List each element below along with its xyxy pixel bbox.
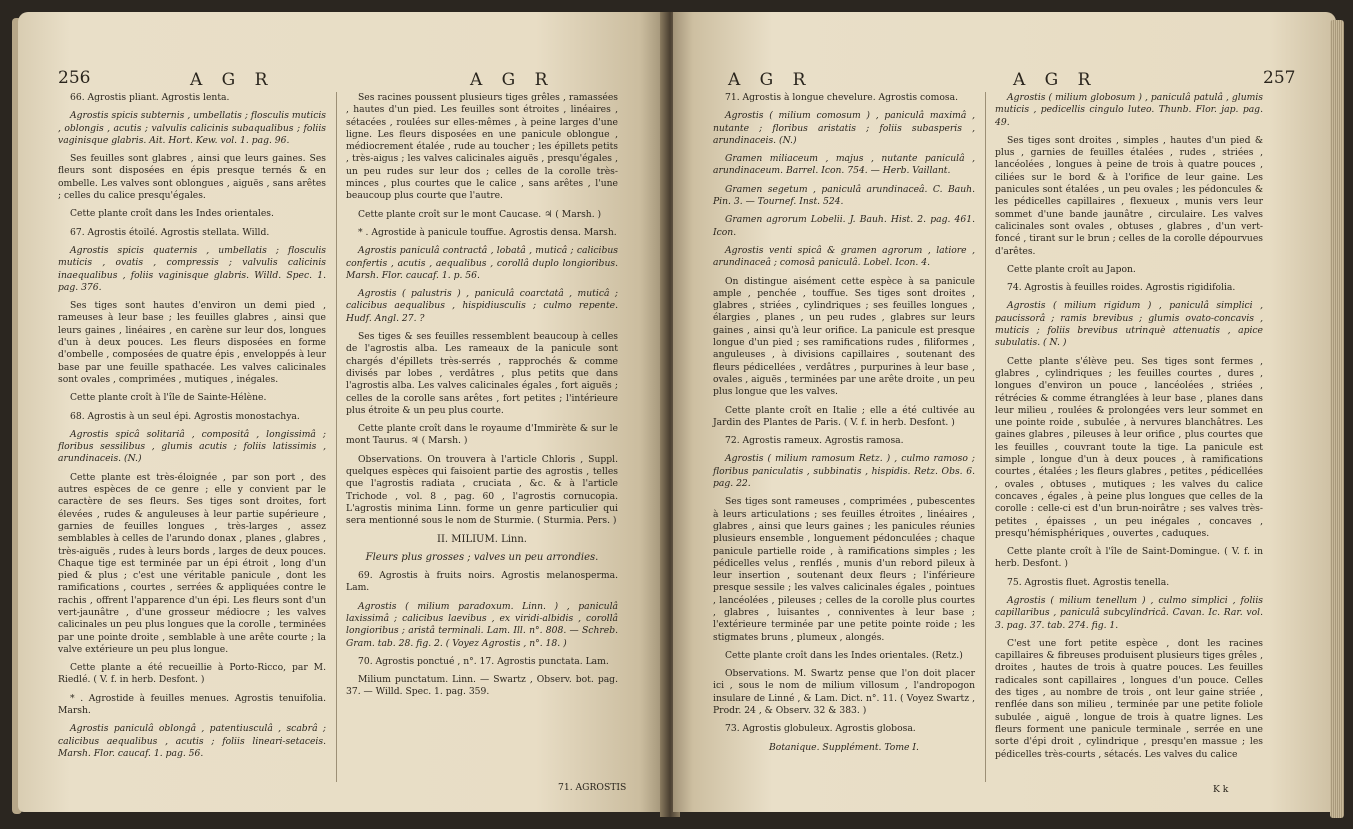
entry-74-latin: Agrostis ( milium rigidum ) , paniculâ simplici , paucissorâ ; ramis brevibus ; glumis ovato-concavis , muticis ; foliis brevibus utrinquè attenuatis , apice subulatis. ( N. ) [995, 300, 1263, 349]
signature-mark: K k [1213, 784, 1229, 795]
entry-71-habitat: Cette plante croît en Italie ; elle a été cultivée au Jardin des Plantes de Paris. ( V. f. in herb. Desfont. ) [713, 404, 975, 428]
entry-74-habitat: Cette plante croît à l'île de Saint-Domingue. ( V. f. in herb. Desfont. ) [995, 546, 1263, 570]
entry-74-heading: 74. Agrostis à feuilles roides. Agrostis rigidifolia. [1007, 282, 1236, 294]
entry-69-heading: 69. Agrostis à fruits noirs. Agrostis melanosperma. Lam. [346, 570, 618, 594]
running-head-right-2: A G R [1013, 70, 1098, 90]
page-number-right: 257 [1263, 68, 1296, 88]
entry-71-syn-4: Agrostis venti spicâ & gramen agrorum , latiore , arundinaceâ ; comosâ paniculâ. Lobel. Icon. 4. [713, 244, 975, 269]
observations-left: Observations. On trouvera à l'article Chloris , Suppl. quelques espèces qui faisoient partie des agrostis , telles que l'agrostis radiata , cruciata , &c. & à l'article Trichode , vol. 8 , pag. 60 , l'agrostis cornucopia. L'agrostis minima Linn. forme un genre particulier qui sera mentionné sous le nom de Sturmie. ( Sturmia. Pers. ) [346, 453, 618, 527]
left-page [18, 12, 666, 812]
left-column-2 [346, 92, 618, 705]
volume-footer: Botanique. Supplément. Tome I. [769, 741, 919, 753]
entry-67-heading: 67. Agrostis étoilé. Agrostis stellata. Willd. [70, 226, 270, 238]
entry-71-heading: 71. Agrostis à longue chevelure. Agrostis comosa. [725, 92, 958, 103]
section-subheading: Fleurs plus grosses ; valves un peu arrondies. [365, 551, 599, 563]
entry-68-heading: 68. Agrostis à un seul épi. Agrostis monostachya. [70, 410, 300, 422]
running-head-left-2: A G R [470, 70, 555, 90]
entry-73-habitat: Cette plante croît au Japon. [1007, 263, 1136, 275]
entry-71-latin: Agrostis ( milium comosum ) , paniculâ maximâ , nutante ; floribus aristatis ; foliis subasperis , arundinaceis. (N.) [713, 110, 975, 146]
entry-68-latin: Agrostis spicâ solitariâ , compositâ , longissimâ ; floribus sessilibus , glumis acutis ; foliis latissimis , arundinaceis. (N.) [58, 428, 326, 465]
entry-75-latin: Agrostis ( milium tenellum ) , culmo simplici , foliis capillaribus , paniculâ subcylindricâ. Cavan. Ic. Rar. vol. 3. pag. 37. tab. 274. fig. 1. [995, 594, 1263, 631]
entry-67-habitat: Cette plante croît à l'île de Sainte-Hélène. [70, 392, 267, 404]
entry-70-refs: Milium punctatum. Linn. — Swartz , Observ. bot. pag. 37. — Willd. Spec. 1. pag. 359. [346, 674, 618, 698]
right-column-1 [713, 92, 975, 760]
entry-72-heading: 72. Agrostis rameux. Agrostis ramosa. [725, 435, 904, 447]
running-head-left-1: A G R [190, 70, 275, 90]
entry-67-desc: Ses tiges sont hautes d'environ un demi pied , rameuses à leur base ; les feuilles glabres , ainsi que leurs gaines , linéaires , en carène sur leur dos, longues d'un à deux pouces. Les fleurs disposées en forme d'ombelle , composées de quatre épis , enveloppés à leur base par une feuille spathacée. Les valves calicinales sont ovales , comprimées , mutiques , inégales. [58, 300, 326, 385]
book-spread [18, 12, 1336, 824]
entry-71-syn-2: Gramen segetum , paniculâ arundinaceâ. C. Bauh. Pin. 3. — Tournef. Inst. 524. [713, 183, 975, 208]
entry-72-habitat: Cette plante croît dans les Indes orientales. (Retz.) [725, 649, 963, 661]
densa-desc: Ses tiges & ses feuilles ressemblent beaucoup à celles de l'agrostis alba. Les rameaux de la panicule sont chargés d'épillets très-serrés , rapprochés & comme divisés par lobes , verdâtres , plus petits que dans l'agrostis alba. Les valves calicinales égales , fort aiguës ; celles de la corolle sans arêtes , fort petites ; l'intérieure plus étroite & un peu plus courte. [346, 331, 618, 416]
entry-73-heading: 73. Agrostis globuleux. Agrostis globosa. [725, 723, 916, 735]
entry-73-desc: Ses tiges sont droites , simples , hautes d'un pied & plus , garnies de feuilles étalées , rudes , striées , lancéolées , longues à peine de trois à quatre pouces , ciliées sur le bord & à l'orifice de leur gaine. Les panicules sont étalées , un peu ovales ; les pédoncules & les pédicelles capillaires , flexueux , munis vers leur sommet d'une bande jaunâtre , circulaire. Les valves calicinales sont ovales , obtuses , glabres , d'un vert-foncé , tirant sur le brun ; celles de la corolle dépourvues d'arêtes. [995, 134, 1263, 257]
entry-66-latin: Agrostis spicis subternis , umbellatis ; flosculis muticis , oblongis , acutis ; valvulis calicinis subaqualibus ; foliis vaginisque glabris. Ait. Hort. Kew. vol. 1. pag. 96. [58, 110, 326, 146]
entry-72-latin: Agrostis ( milium ramosum Retz. ) , culmo ramoso ; floribus paniculatis , subbinatis , hispidis. Retz. Obs. 6. pag. 22. [713, 453, 975, 490]
entry-tenuifolia-latin: Agrostis paniculâ oblongâ , patentiusculâ , scabrâ ; calicibus aequalibus , acutis ; foliis lineari-setaceis. Marsh. Flor. caucaf. 1. pag. 56. [58, 723, 326, 759]
right-column-2 [995, 92, 1263, 767]
entry-73-latin: Agrostis ( milium globosum ) , paniculâ patulâ , glumis muticis , pedicellis cingulo luteo. Thunb. Flor. jap. pag. 49. [995, 92, 1263, 128]
entry-66-desc: Ses feuilles sont glabres , ainsi que leurs gaines. Ses fleurs sont disposées en épis presque ternés & en ombelle. Les valves sont oblongues , aiguës , sans arêtes ; celles du calice presqu'égales. [58, 153, 326, 202]
right-column-rule [985, 92, 986, 782]
observations-right: Observations. M. Swartz pense que l'on doit placer ici , sous le nom de milium villosum , l'andropogon insulare de Linné , & Lam. Dict. n°. 11. ( Voyez Swartz , Prodr. 24 , & Observ. 32 & 383. ) [713, 668, 975, 717]
left-column-1 [58, 92, 326, 766]
entry-70-heading: 70. Agrostis ponctué , n°. 17. Agrostis punctata. Lam. [358, 655, 609, 667]
section-heading-milium: II. MILIUM. Linn. [437, 533, 527, 545]
densa-habitat: Cette plante croît dans le royaume d'Immirète & sur le mont Taurus. ♃ ( Marsh. ) [346, 423, 618, 447]
entry-75-heading: 75. Agrostis fluet. Agrostis tenella. [1007, 576, 1170, 588]
right-page [673, 12, 1336, 812]
page-number-left: 256 [58, 68, 91, 88]
running-head-right-1: A G R [728, 70, 813, 90]
densa-synonym: Agrostis ( palustris ) , paniculâ coarctatâ , muticâ ; calicibus aequalibus , hispidiusculis ; culmo repente. Hudf. Angl. 27. ? [346, 288, 618, 324]
entry-67-latin: Agrostis spicis quaternis , umbellatis ; flosculis muticis , ovatis , compressis ; valvulis calicinis inaequalibus , foliis vaginisque glabris. Willd. Spec. 1. pag. 376. [58, 244, 326, 293]
tenuifolia-habitat: Cette plante croît sur le mont Caucase. ♃ ( Marsh. ) [358, 208, 602, 220]
entry-71-syn-3: Gramen agrorum Lobelii. J. Bauh. Hist. 2. pag. 461. Icon. [713, 214, 975, 238]
entry-72-desc: Ses tiges sont rameuses , comprimées , pubescentes à leurs articulations ; ses feuilles étroites , linéaires , glabres , ainsi que leurs gaines ; les panicules réunies plusieurs ensemble , longuement pédonculées ; chaque panicule partielle roide , à ramifications simples ; les pédicelles velus , renflés , munis d'un rebord pileux à leur insertion , soutenant deux fleurs ; l'inférieure presque sessile ; les valves calicinales égales , pointues , lancéolées , pileuses ; celles de la corolle plus courtes , glabres , luisantes , conniventes à leur base ; l'extérieure terminée par une petite pointe roide ; les stigmates bruns , plumeux , alongés. [713, 496, 975, 643]
entry-66-heading: 66. Agrostis pliant. Agrostis lenta. [70, 92, 230, 103]
entry-69-latin: Agrostis ( milium paradoxum. Linn. ) , paniculâ laxissimâ ; calicibus laevibus , ex viridi-albidis , corollâ longioribus ; aristâ terminali. Lam. Ill. n°. 808. — Schreb. Gram. tab. 28. fig. 2. ( Voyez Agrostis , n°. 18. ) [346, 600, 618, 649]
entry-71-desc: On distingue aisément cette espèce à sa panicule ample , penchée , touffue. Ses tiges sont droites , glabres , striées , cylindriques ; ses feuilles longues , élargies , planes , un peu rudes , glabres sur leurs gaines , ainsi qu'à leur orifice. La panicule est presque longue d'un pied ; ses ramifications rudes , filiformes , anguleuses , à divisions capillaires , soutenant des fleurs pédicellées , verdâtres , purpurines à leur base , ovales , aiguës , terminées par une arête droite , un peu plus longue que les valves. [713, 275, 975, 398]
densa-latin: Agrostis paniculâ contractâ , lobatâ , muticâ ; calicibus confertis , acutis , aequalibus , corollâ duplo longioribus. Marsh. Flor. caucaf. 1. p. 56. [346, 245, 618, 281]
left-column-rule [336, 92, 337, 782]
catchword: 71. AGROSTIS [558, 782, 627, 793]
entry-75-desc: C'est une fort petite espèce , dont les racines capillaires & fibreuses produisent plusieurs tiges grêles , droites , hautes de trois à quatre pouces. Les feuilles radicales sont capillaires , longues d'un pouce. Celles des tiges , au nombre de trois , ont leur gaine striée , renflée dans son milieu , terminée par une petite foliole subulée , aiguë , longue de trois à quatre lignes. Les fleurs forment une panicule terminale , serrée en une sorte d'épi droit , cylindrique , presqu'en massue ; les pédicelles très-courts , sétacés. Les valves du calice [995, 637, 1263, 760]
entry-66-habitat: Cette plante croît dans les Indes orientales. [70, 208, 274, 220]
densa-heading: * . Agrostide à panicule touffue. Agrostis densa. Marsh. [358, 226, 617, 238]
entry-74-desc: Cette plante s'élève peu. Ses tiges sont fermes , glabres , cylindriques ; les feuilles courtes , dures , longues d'environ un pouce , lancéolées , striées , rétrécies & comme étranglées à leur base , planes dans leur milieu , roulées & prolongées vers leur sommet en une pointe roide , subulée , à nervures blanchâtres. Les gaines glabres , pileuses à leur orifice , plus courtes que les feuilles , couvrant toute la tige. La panicule est simple , longue d'un à deux pouces , à ramifications courtes , étalées ; les fleurs glabres , petites , pédicellées , ovales , obtuses , mutiques ; les valves du calice concaves , égales , à peine plus longues que celles de la corolle : celle-ci est d'un brun-noirâtre ; ses valves très-petites , épaisses , un peu inégales , concaves , presqu'hémisphériques , ouvertes , caduques. [995, 355, 1263, 539]
entry-68-habitat: Cette plante a été recueillie à Porto-Ricco, par M. Riedlé. ( V. f. in herb. Desfont. ) [58, 662, 326, 686]
right-book-edge [1330, 20, 1344, 818]
tenuifolia-desc: Ses racines poussent plusieurs tiges grêles , ramassées , hautes d'un pied. Les feuilles sont étroites , linéaires , sétacées , roulées sur elles-mêmes , à peine larges d'une ligne. Les fleurs disposées en une panicule oblongue , médiocrement étalée , rude au toucher ; les épillets petits , très-aigus ; les valves calicinales aiguës , presqu'égales , un peu rudes sur leur dos ; celles de la corolle très-minces , plus courtes que le calice , sans arêtes , l'une beaucoup plus courte que l'autre. [346, 92, 618, 202]
entry-71-syn-1: Gramen miliaceum , majus , nutante paniculâ , arundinaceum. Barrel. Icon. 754. — Herb. Vaillant. [713, 153, 975, 177]
entry-tenuifolia-heading: * . Agrostide à feuilles menues. Agrostis tenuifolia. Marsh. [58, 692, 326, 717]
entry-68-desc: Cette plante est très-éloignée , par son port , des autres espèces de ce genre ; elle y convient par le caractère de ses fleurs. Ses tiges sont droites, fort élevées , rudes & anguleuses à leur partie supérieure , garnies de feuilles longues , très-larges , assez semblables à celles de l'arundo donax , planes , glabres , très-aiguës , rudes à leurs bords , larges de deux pouces. Chaque tige est terminée par un épi étroit , long d'un pied & plus ; c'est une véritable panicule , dont les ramifications , courtes , serrées & appliquées contre le rachis , offrent l'apparence d'un épi. Les fleurs sont d'un vert-jaunâtre , d'une grosseur médiocre ; les valves calicinales un peu plus longues que la corolle , terminées par une pointe droite , semblable à une arête courte ; la valve extérieure un peu plus longue. [58, 471, 326, 655]
